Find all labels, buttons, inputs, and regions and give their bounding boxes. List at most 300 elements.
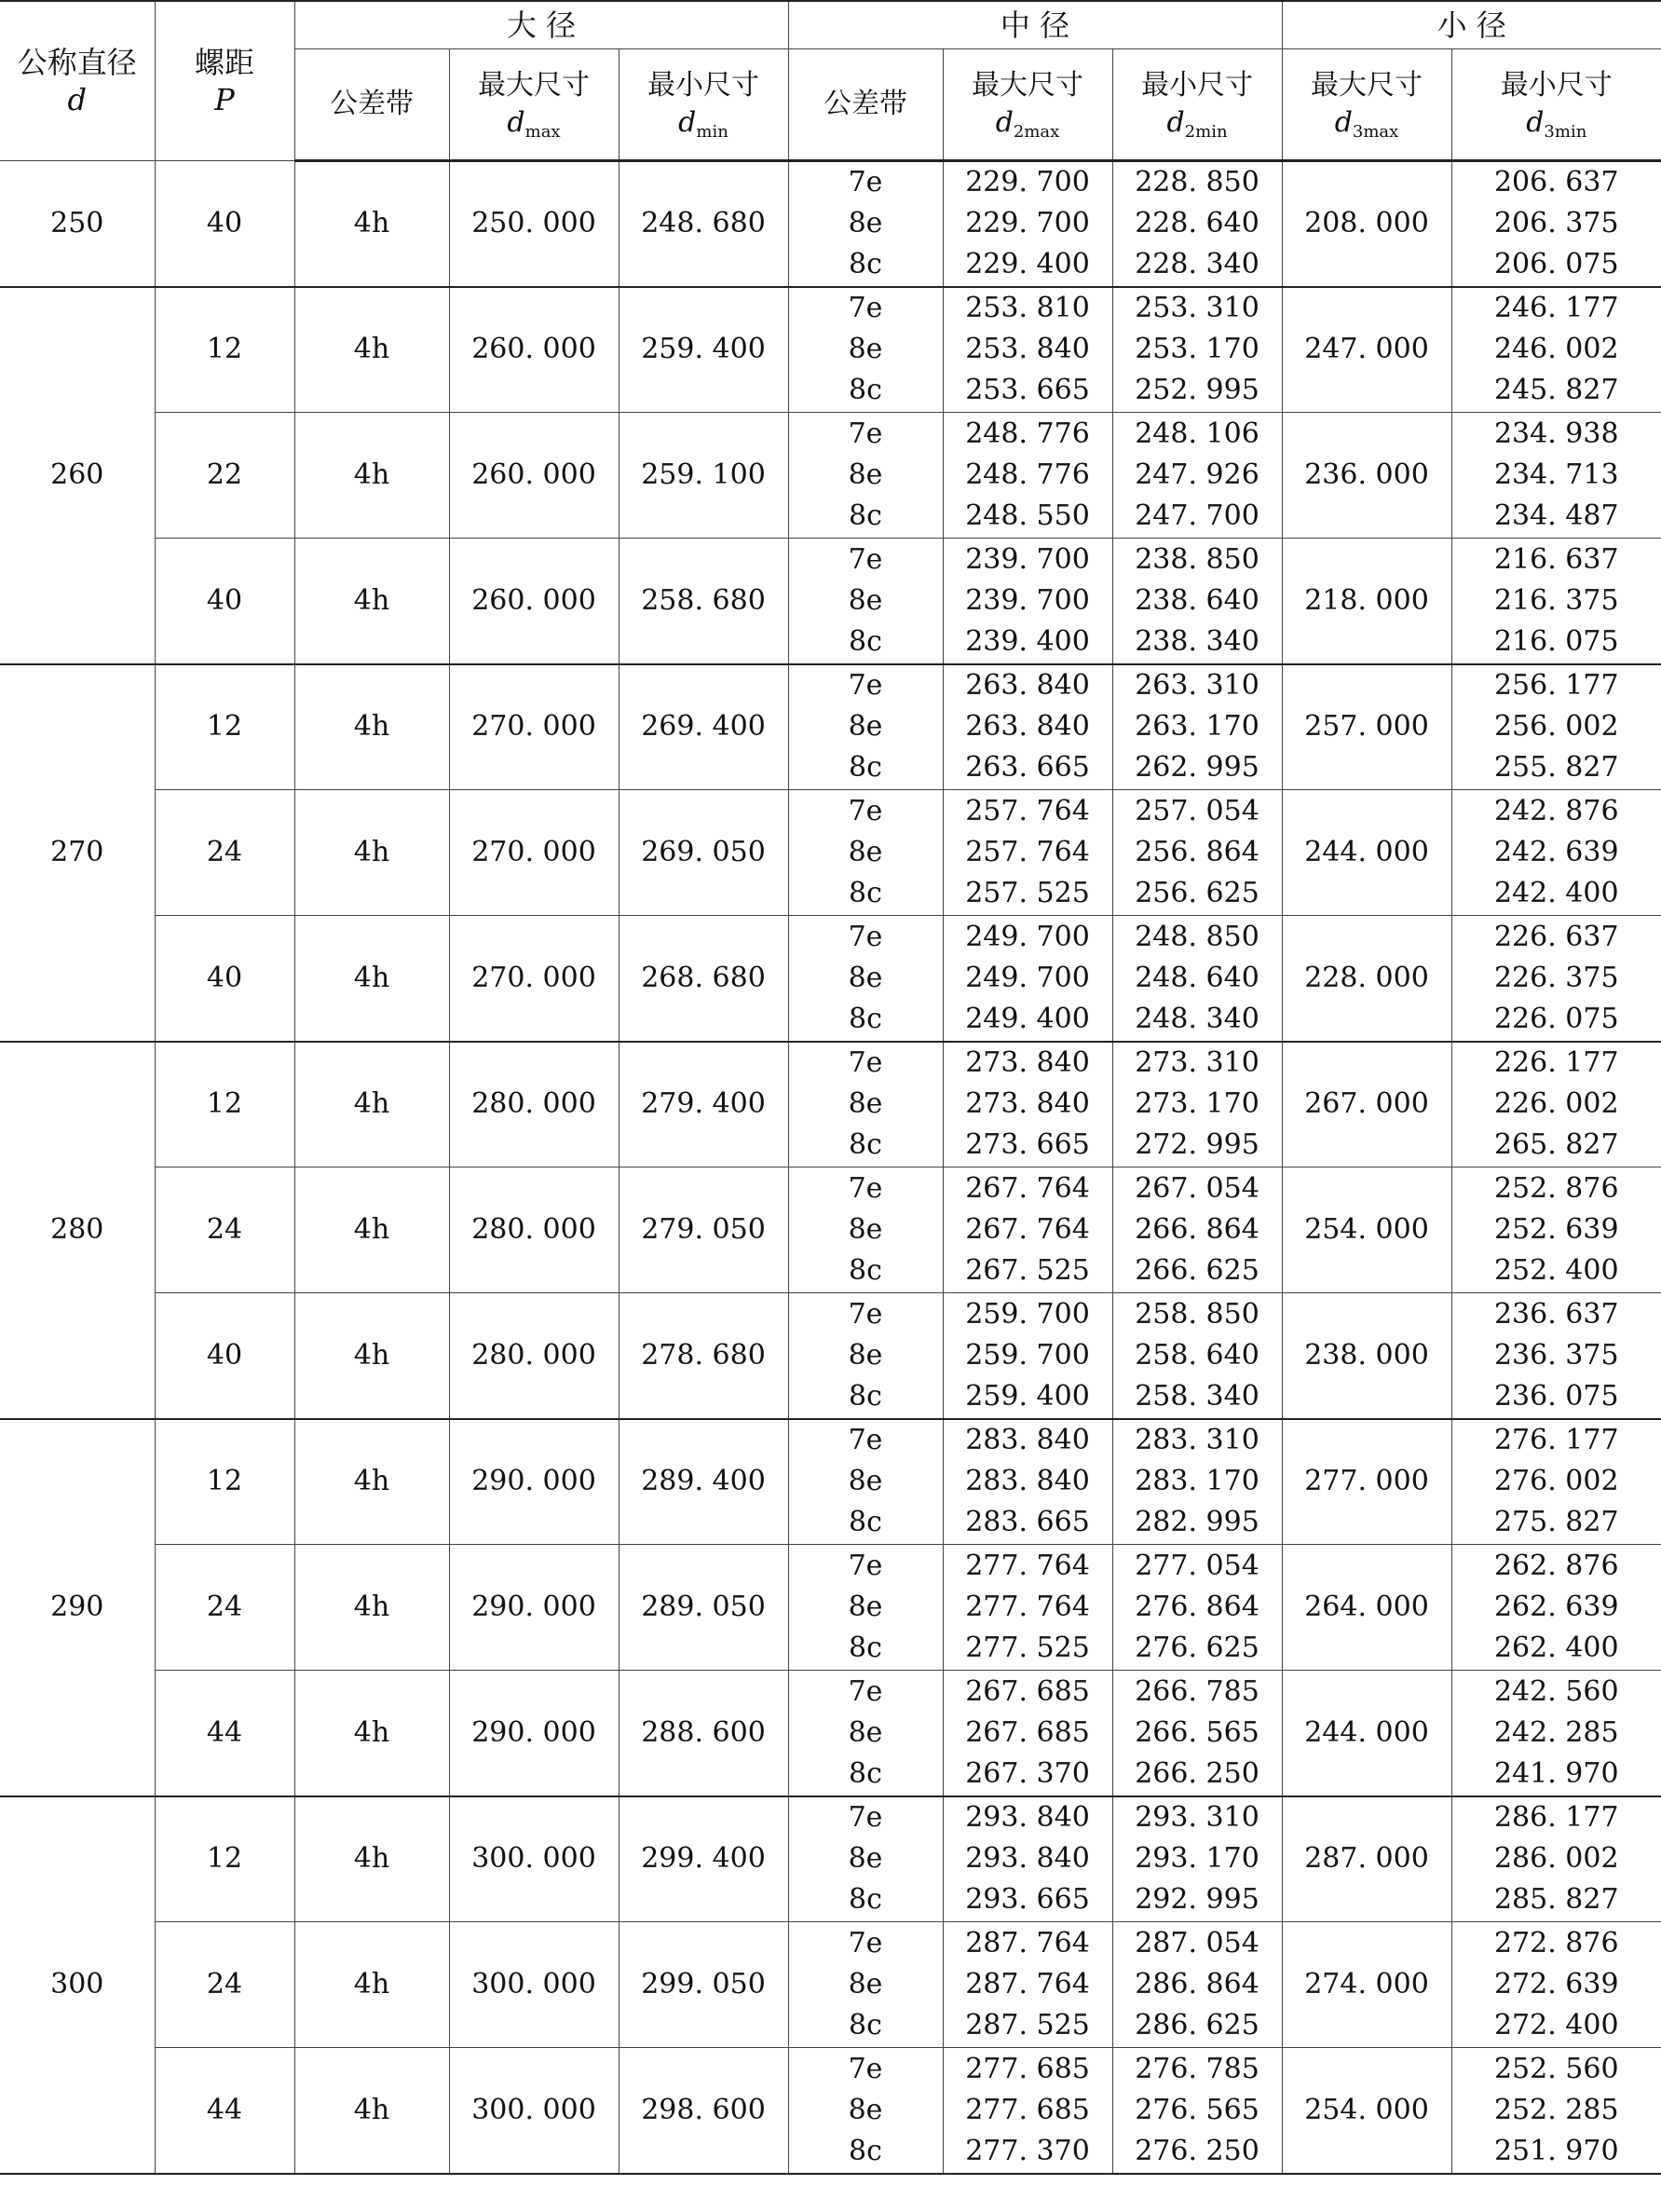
d2min-cell-value: 256. 864: [1135, 836, 1259, 868]
d3min-cell-value: 216. 375: [1493, 583, 1619, 617]
dmax-cell: 290. 000: [449, 1671, 619, 1796]
major-tolerance-cell: 4h: [294, 790, 449, 916]
d2min-cell-value: 266. 565: [1135, 1715, 1259, 1749]
d2max-cell: [943, 1293, 1112, 1419]
pitch-tolerance-cell-value: 7e: [848, 292, 883, 325]
d3min-cell-value: 246. 177: [1493, 292, 1619, 325]
d3max-cell: 257. 000: [1282, 664, 1451, 790]
d3max-cell: 287. 000: [1282, 1796, 1451, 1922]
d2min-cell: [1112, 1922, 1282, 2048]
d3min-cell-value: 246. 002: [1493, 333, 1619, 366]
d3min-cell-value: 206. 075: [1493, 248, 1619, 281]
d2min-cell-value: 276. 565: [1135, 2093, 1259, 2126]
table-row: [0, 1796, 1661, 1922]
d2min-cell-value: 287. 054: [1135, 1927, 1259, 1959]
nominal-diameter-cell: 280: [0, 1042, 155, 1419]
d2min-cell-value: 282. 995: [1135, 1506, 1259, 1539]
d2max-cell-value: 248. 776: [965, 458, 1090, 491]
d3max-cell: 264. 000: [1282, 1545, 1451, 1671]
d2min-cell: [1112, 1293, 1282, 1419]
d2max-cell: [943, 413, 1112, 539]
d3min-cell-value: 252. 639: [1493, 1213, 1619, 1246]
d2min-cell-value: 248. 850: [1135, 920, 1259, 953]
pitch-tolerance-cell: [788, 664, 943, 790]
d2max-cell: [943, 1671, 1112, 1796]
header-d3min: 最小尺寸 $d_{3min}$: [1451, 49, 1661, 161]
nominal-diameter-cell: 290: [0, 1419, 155, 1796]
dmax-cell: 300. 000: [449, 2048, 619, 2174]
d3min-cell-value: 234. 487: [1493, 499, 1619, 532]
pitch-tolerance-cell-value: 8c: [849, 374, 882, 407]
d2max-cell-value: 239. 400: [965, 624, 1090, 658]
d2min-cell: [1112, 287, 1282, 413]
d3min-cell: [1451, 1419, 1661, 1545]
d3min-cell-value: 252. 285: [1493, 2093, 1619, 2126]
pitch-cell: 40: [155, 161, 294, 287]
d3min-cell-value: 255. 827: [1493, 751, 1619, 785]
d3min-cell: [1451, 1042, 1661, 1167]
pitch-tolerance-cell: [788, 1545, 943, 1671]
d2min-cell: [1112, 161, 1282, 287]
d3min-cell: [1451, 1922, 1661, 2048]
major-tolerance-cell: 4h: [294, 1671, 449, 1796]
dmin-cell: 288. 600: [619, 1671, 788, 1796]
d2max-cell-value: 277. 685: [965, 2093, 1090, 2126]
d3min-cell-value: 226. 375: [1493, 961, 1619, 994]
major-tolerance-cell: 4h: [294, 1796, 449, 1922]
d3min-cell-value: 272. 400: [1493, 2009, 1619, 2041]
d3min-cell: [1451, 539, 1661, 664]
pitch-cell: 40: [155, 539, 294, 664]
d2max-cell: [943, 1796, 1112, 1922]
dmax-cell: 260. 000: [449, 539, 619, 664]
d3min-cell-value: 245. 827: [1493, 374, 1619, 407]
d2min-cell-value: 276. 864: [1135, 1591, 1259, 1623]
d2max-cell-value: 248. 776: [965, 417, 1090, 450]
d2max-cell-value: 259. 400: [965, 1379, 1090, 1413]
d3min-cell-value: 206. 637: [1493, 166, 1619, 199]
pitch-tolerance-cell-value: 8c: [849, 2009, 882, 2041]
d3min-cell: [1451, 1545, 1661, 1671]
d2min-cell-value: 247. 700: [1135, 499, 1259, 532]
d3min-cell-value: 234. 713: [1493, 458, 1619, 491]
d2min-cell: [1112, 1545, 1282, 1671]
d2max-cell-value: 253. 840: [965, 333, 1090, 366]
pitch-tolerance-cell-value: 8c: [849, 624, 882, 658]
d2min-cell-value: 266. 864: [1135, 1213, 1259, 1246]
d3min-cell-value: 236. 375: [1493, 1338, 1619, 1372]
pitch-tolerance-cell-value: 8e: [848, 2093, 883, 2126]
d2min-cell-value: 238. 640: [1135, 583, 1259, 617]
dmin-cell: 298. 600: [619, 2048, 788, 2174]
d2min-cell-value: 277. 054: [1135, 1550, 1259, 1582]
dmax-cell: 290. 000: [449, 1419, 619, 1545]
d3min-cell-value: 242. 876: [1493, 795, 1619, 827]
d2min-cell-value: 266. 250: [1135, 1756, 1259, 1790]
d2max-cell-value: 259. 700: [965, 1297, 1090, 1331]
d3min-cell-value: 285. 827: [1493, 1883, 1619, 1917]
d2max-cell-value: 229. 400: [965, 248, 1090, 281]
pitch-cell: 12: [155, 1042, 294, 1167]
d3max-cell: 238. 000: [1282, 1293, 1451, 1419]
d3min-cell: [1451, 2048, 1661, 2174]
d2max-cell-value: 267. 685: [965, 1674, 1090, 1708]
pitch-cell: 40: [155, 1293, 294, 1419]
d3min-cell: [1451, 161, 1661, 287]
d2max-cell-value: 293. 665: [965, 1883, 1090, 1917]
d2min-cell: [1112, 790, 1282, 916]
header-dmin: 最小尺寸 $d_{min}$: [619, 49, 788, 161]
d3max-cell: 228. 000: [1282, 916, 1451, 1042]
d3min-cell-value: 226. 075: [1493, 1002, 1619, 1035]
table-row: [0, 790, 1661, 916]
pitch-tolerance-cell: [788, 161, 943, 287]
d3min-cell-value: 276. 002: [1493, 1465, 1619, 1498]
d2min-cell-value: 248. 340: [1135, 1002, 1259, 1035]
d3min-cell: [1451, 287, 1661, 413]
major-tolerance-cell: 4h: [294, 2048, 449, 2174]
dmax-cell: 260. 000: [449, 287, 619, 413]
pitch-cell: 12: [155, 664, 294, 790]
d2min-cell-value: 292. 995: [1135, 1883, 1259, 1917]
d2min-cell-value: 262. 995: [1135, 751, 1259, 785]
d2max-cell-value: 253. 810: [965, 292, 1090, 325]
d2max-cell-value: 257. 764: [965, 795, 1090, 827]
d3min-cell-value: 276. 177: [1493, 1424, 1619, 1457]
d2max-cell-value: 263. 840: [965, 669, 1090, 703]
d3min-cell: [1451, 790, 1661, 916]
d3max-cell: 254. 000: [1282, 2048, 1451, 2174]
d2min-cell-value: 228. 340: [1135, 248, 1259, 281]
pitch-tolerance-cell-value: 8e: [848, 710, 883, 744]
d3max-cell: 208. 000: [1282, 161, 1451, 287]
table-row: [0, 1922, 1661, 2048]
pitch-tolerance-cell-value: 8e: [848, 333, 883, 366]
d2max-cell-value: 248. 550: [965, 499, 1090, 532]
nominal-diameter-cell: 260: [0, 287, 155, 664]
d3min-cell-value: 265. 827: [1493, 1128, 1619, 1162]
d3min-cell-value: 226. 637: [1493, 920, 1619, 953]
d2min-cell-value: 276. 625: [1135, 1632, 1259, 1664]
d2min-cell-value: 256. 625: [1135, 877, 1259, 909]
d2max-cell-value: 277. 685: [965, 2052, 1090, 2085]
d2max-cell: [943, 790, 1112, 916]
dmin-cell: 259. 100: [619, 413, 788, 539]
pitch-tolerance-cell: [788, 1922, 943, 2048]
pitch-tolerance-cell-value: 8e: [848, 1338, 883, 1372]
d3max-cell: 254. 000: [1282, 1167, 1451, 1293]
header-pitch: 螺距 P: [155, 1, 294, 161]
d2max-cell-value: 287. 525: [965, 2009, 1090, 2041]
table-row: [0, 1419, 1661, 1545]
pitch-tolerance-cell: [788, 1167, 943, 1293]
d2min-cell-value: 266. 785: [1135, 1674, 1259, 1708]
table-row: [0, 1167, 1661, 1293]
pitch-cell: 12: [155, 1796, 294, 1922]
table-header: [0, 1, 1661, 161]
pitch-tolerance-cell-value: 8c: [849, 877, 882, 909]
d3min-cell-value: 236. 637: [1493, 1297, 1619, 1331]
d2max-cell-value: 253. 665: [965, 374, 1090, 407]
d2max-cell-value: 273. 840: [965, 1046, 1090, 1080]
pitch-tolerance-cell-value: 7e: [848, 417, 883, 450]
d2min-cell-value: 266. 625: [1135, 1254, 1259, 1287]
d3min-cell: [1451, 1293, 1661, 1419]
pitch-tolerance-cell-value: 7e: [848, 1424, 883, 1457]
table-row: [0, 1293, 1661, 1419]
d3min-cell-value: 262. 876: [1493, 1550, 1619, 1582]
pitch-tolerance-cell-value: 7e: [848, 1046, 883, 1080]
d2min-cell: [1112, 916, 1282, 1042]
dmax-cell: 290. 000: [449, 1545, 619, 1671]
table-row: [0, 664, 1661, 790]
d3max-cell: 247. 000: [1282, 287, 1451, 413]
d2max-cell-value: 273. 840: [965, 1087, 1090, 1121]
pitch-tolerance-cell: [788, 1293, 943, 1419]
d2min-cell-value: 248. 106: [1135, 417, 1259, 450]
nominal-diameter-cell: 270: [0, 664, 155, 1042]
dmax-cell: 250. 000: [449, 161, 619, 287]
pitch-tolerance-cell: [788, 1419, 943, 1545]
d2max-cell-value: 267. 685: [965, 1715, 1090, 1749]
pitch-tolerance-cell-value: 8c: [849, 2134, 882, 2167]
d2min-cell-value: 263. 170: [1135, 710, 1259, 744]
d2max-cell-value: 283. 840: [965, 1424, 1090, 1457]
d2max-cell-value: 287. 764: [965, 1927, 1090, 1959]
major-tolerance-cell: 4h: [294, 1042, 449, 1167]
d2max-cell: [943, 1922, 1112, 2048]
pitch-tolerance-cell-value: 8c: [849, 1756, 882, 1790]
major-tolerance-cell: 4h: [294, 1922, 449, 2048]
pitch-tolerance-cell-value: 8c: [849, 1883, 882, 1917]
d2max-cell-value: 249. 700: [965, 920, 1090, 953]
d2min-cell-value: 276. 250: [1135, 2134, 1259, 2167]
major-tolerance-cell: 4h: [294, 1545, 449, 1671]
d2min-cell-value: 293. 310: [1135, 1801, 1259, 1835]
d2max-cell-value: 267. 525: [965, 1254, 1090, 1287]
d2min-cell: [1112, 2048, 1282, 2174]
d2min-cell-value: 276. 785: [1135, 2052, 1259, 2085]
d2min-cell-value: 252. 995: [1135, 374, 1259, 407]
pitch-tolerance-cell-value: 8e: [848, 1968, 883, 2000]
d2max-cell: [943, 1419, 1112, 1545]
pitch-cell: 44: [155, 2048, 294, 2174]
d2max-cell: [943, 916, 1112, 1042]
pitch-tolerance-cell-value: 8c: [849, 1506, 882, 1539]
pitch-tolerance-cell-value: 8e: [848, 207, 883, 240]
dmax-cell: 300. 000: [449, 1922, 619, 2048]
pitch-tolerance-cell: [788, 2048, 943, 2174]
d3min-cell-value: 242. 639: [1493, 836, 1619, 868]
d3min-cell: [1451, 664, 1661, 790]
d2max-cell-value: 293. 840: [965, 1801, 1090, 1835]
d2max-cell-value: 267. 764: [965, 1213, 1090, 1246]
dmax-cell: 280. 000: [449, 1167, 619, 1293]
d2max-cell: [943, 1167, 1112, 1293]
pitch-tolerance-cell-value: 8c: [849, 499, 882, 532]
d2min-cell-value: 253. 310: [1135, 292, 1259, 325]
pitch-tolerance-cell-value: 8e: [848, 1213, 883, 1246]
d3max-cell: 277. 000: [1282, 1419, 1451, 1545]
d3max-cell: 274. 000: [1282, 1922, 1451, 2048]
d2max-cell-value: 257. 764: [965, 836, 1090, 868]
dmin-cell: 248. 680: [619, 161, 788, 287]
pitch-tolerance-cell-value: 8e: [848, 1591, 883, 1623]
pitch-tolerance-cell-value: 7e: [848, 542, 883, 576]
d3min-cell-value: 286. 002: [1493, 1842, 1619, 1876]
table-row: [0, 1545, 1661, 1671]
pitch-tolerance-cell-value: 7e: [848, 1801, 883, 1835]
major-tolerance-cell: 4h: [294, 1167, 449, 1293]
table-row: [0, 161, 1661, 287]
dmin-cell: 278. 680: [619, 1293, 788, 1419]
d3min-cell-value: 216. 637: [1493, 542, 1619, 576]
pitch-tolerance-cell-value: 7e: [848, 166, 883, 199]
pitch-tolerance-cell-value: 8c: [849, 1002, 882, 1035]
d2max-cell-value: 277. 764: [965, 1591, 1090, 1623]
d2max-cell: [943, 161, 1112, 287]
pitch-cell: 44: [155, 1671, 294, 1796]
d2max-cell-value: 287. 764: [965, 1968, 1090, 2000]
d3min-cell-value: 226. 002: [1493, 1087, 1619, 1121]
pitch-tolerance-cell-value: 7e: [848, 1172, 883, 1205]
dmin-cell: 279. 050: [619, 1167, 788, 1293]
d2max-cell-value: 267. 764: [965, 1172, 1090, 1205]
d3min-cell-value: 262. 639: [1493, 1591, 1619, 1623]
pitch-tolerance-cell-value: 7e: [848, 1550, 883, 1582]
d2min-cell: [1112, 664, 1282, 790]
d2max-cell-value: 239. 700: [965, 542, 1090, 576]
pitch-tolerance-cell: [788, 539, 943, 664]
d3min-cell-value: 256. 177: [1493, 669, 1619, 703]
header-d2max: 最大尺寸 $d_{2max}$: [943, 49, 1112, 161]
d3min-cell: [1451, 1796, 1661, 1922]
d2max-cell-value: 283. 840: [965, 1465, 1090, 1498]
dmax-cell: 280. 000: [449, 1293, 619, 1419]
pitch-tolerance-cell-value: 8e: [848, 961, 883, 994]
header-dmax: 最大尺寸 $d_{max}$: [449, 49, 619, 161]
dmin-cell: 299. 400: [619, 1796, 788, 1922]
dmax-cell: 300. 000: [449, 1796, 619, 1922]
d3min-cell-value: 226. 177: [1493, 1046, 1619, 1080]
d2min-cell: [1112, 1042, 1282, 1167]
header-major-tolerance: 公差带: [294, 49, 449, 161]
d2min-cell-value: 258. 340: [1135, 1379, 1259, 1413]
d3min-cell-value: 242. 560: [1493, 1674, 1619, 1708]
pitch-tolerance-cell-value: 8c: [849, 1128, 882, 1162]
d3min-cell-value: 256. 002: [1493, 710, 1619, 744]
d2min-cell-value: 273. 310: [1135, 1046, 1259, 1080]
d2min-cell-value: 263. 310: [1135, 669, 1259, 703]
d3min-cell-value: 252. 400: [1493, 1254, 1619, 1287]
pitch-cell: 40: [155, 916, 294, 1042]
pitch-tolerance-cell: [788, 1796, 943, 1922]
pitch-tolerance-cell: [788, 916, 943, 1042]
d3max-cell: 267. 000: [1282, 1042, 1451, 1167]
pitch-tolerance-cell-value: 7e: [848, 795, 883, 827]
d2min-cell-value: 258. 850: [1135, 1297, 1259, 1331]
d3max-cell: 244. 000: [1282, 1671, 1451, 1796]
table-row: [0, 413, 1661, 539]
d2min-cell-value: 257. 054: [1135, 795, 1259, 827]
dmax-cell: 280. 000: [449, 1042, 619, 1167]
d2min-cell: [1112, 539, 1282, 664]
pitch-tolerance-cell: [788, 790, 943, 916]
nominal-diameter-cell: 250: [0, 161, 155, 287]
d2min-cell-value: 248. 640: [1135, 961, 1259, 994]
d2min-cell-value: 272. 995: [1135, 1128, 1259, 1162]
pitch-tolerance-cell-value: 8c: [849, 248, 882, 281]
header-nominal-diameter: 公称直径 d: [0, 1, 155, 161]
d3min-cell-value: 251. 970: [1493, 2134, 1619, 2167]
pitch-tolerance-cell-value: 8c: [849, 751, 882, 785]
pitch-tolerance-cell-value: 7e: [848, 1927, 883, 1959]
pitch-tolerance-cell-value: 8c: [849, 1379, 882, 1413]
d2min-cell-value: 228. 640: [1135, 207, 1259, 240]
d2min-cell: [1112, 413, 1282, 539]
pitch-tolerance-cell-value: 8c: [849, 1632, 882, 1664]
pitch-tolerance-cell: [788, 287, 943, 413]
d2max-cell: [943, 287, 1112, 413]
d2min-cell-value: 286. 625: [1135, 2009, 1259, 2041]
d2min-cell-value: 273. 170: [1135, 1087, 1259, 1121]
pitch-tolerance-cell-value: 7e: [848, 1674, 883, 1708]
pitch-tolerance-cell-value: 8e: [848, 1842, 883, 1876]
d2max-cell-value: 273. 665: [965, 1128, 1090, 1162]
d2max-cell: [943, 539, 1112, 664]
dmax-cell: 270. 000: [449, 664, 619, 790]
table-row: [0, 916, 1661, 1042]
d3min-cell: [1451, 413, 1661, 539]
d3min-cell-value: 242. 400: [1493, 877, 1619, 909]
dmin-cell: 279. 400: [619, 1042, 788, 1167]
d2min-cell-value: 247. 926: [1135, 458, 1259, 491]
pitch-cell: 24: [155, 1167, 294, 1293]
major-tolerance-cell: 4h: [294, 413, 449, 539]
nominal-diameter-cell: 300: [0, 1796, 155, 2174]
d3min-cell-value: 242. 285: [1493, 1715, 1619, 1749]
pitch-tolerance-cell-value: 8e: [848, 1087, 883, 1121]
pitch-tolerance-cell-value: 7e: [848, 920, 883, 953]
header-minor-diameter: 小 径: [1282, 1, 1661, 49]
header-pitch-diameter: 中 径: [788, 1, 1282, 49]
major-tolerance-cell: 4h: [294, 916, 449, 1042]
pitch-cell: 22: [155, 413, 294, 539]
major-tolerance-cell: 4h: [294, 1293, 449, 1419]
pitch-tolerance-cell-value: 8e: [848, 836, 883, 868]
d2max-cell-value: 229. 700: [965, 166, 1090, 199]
d2max-cell-value: 283. 665: [965, 1506, 1090, 1539]
d2max-cell-value: 277. 764: [965, 1550, 1090, 1582]
d2max-cell-value: 249. 400: [965, 1002, 1090, 1035]
d2min-cell-value: 267. 054: [1135, 1172, 1259, 1205]
pitch-cell: 24: [155, 790, 294, 916]
d2min-cell-value: 258. 640: [1135, 1338, 1259, 1372]
d2min-cell: [1112, 1671, 1282, 1796]
d2min-cell-value: 228. 850: [1135, 166, 1259, 199]
d3min-cell-value: 234. 938: [1493, 417, 1619, 450]
pitch-tolerance-cell-value: 8e: [848, 1715, 883, 1749]
d3min-cell-value: 252. 876: [1493, 1172, 1619, 1205]
d2max-cell: [943, 664, 1112, 790]
d2max-cell-value: 239. 700: [965, 583, 1090, 617]
d3min-cell: [1451, 916, 1661, 1042]
d3min-cell-value: 236. 075: [1493, 1379, 1619, 1413]
d2min-cell: [1112, 1419, 1282, 1545]
d2min-cell-value: 238. 850: [1135, 542, 1259, 576]
d3min-cell-value: 241. 970: [1493, 1756, 1619, 1790]
header-pitch-tolerance: 公差带: [788, 49, 943, 161]
